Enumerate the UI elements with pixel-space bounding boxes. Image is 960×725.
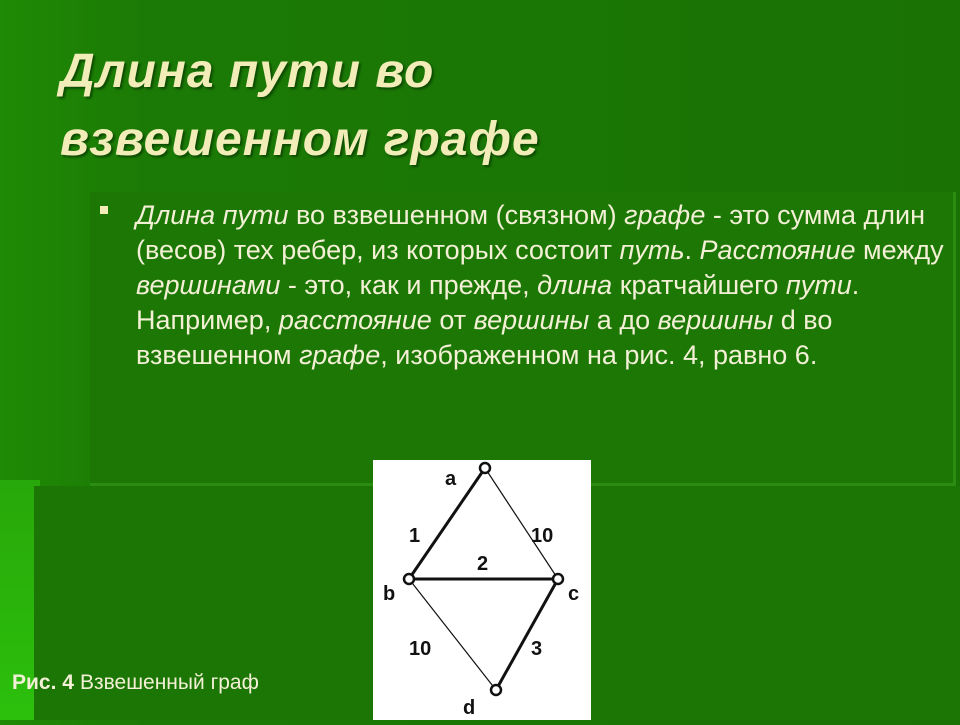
- vertex-c: [553, 574, 563, 584]
- edge-a-c: [485, 468, 558, 579]
- text-span: . Например,: [136, 270, 860, 335]
- term-vertex: вершины: [473, 305, 590, 335]
- edge-c-d: [496, 579, 558, 690]
- vertex-label-a: a: [445, 468, 457, 490]
- weighted-graph-diagram: [373, 460, 591, 720]
- term-graph: графе: [299, 340, 381, 370]
- slide-title: [60, 38, 880, 174]
- title-line-1: Длина пути во: [60, 45, 435, 98]
- bullet-paragraph: [136, 198, 946, 373]
- term-vertex: вершины: [657, 305, 774, 335]
- edge-weight-a-c: 10: [531, 525, 554, 547]
- bullet-icon: [100, 206, 108, 214]
- text-span: во взвешенном (связном): [288, 200, 625, 230]
- term-path: путь: [619, 235, 685, 265]
- edge-weight-a-b: 1: [409, 525, 421, 547]
- edge-weight-c-d: 3: [531, 638, 543, 660]
- text-span: - это, как и прежде,: [280, 270, 538, 300]
- vertex-d: [491, 685, 501, 695]
- term-length: длина: [537, 270, 613, 300]
- term-vertices: вершинами: [136, 270, 281, 300]
- text-span: от: [431, 305, 474, 335]
- vertex-a: [480, 463, 490, 473]
- vertex-label-c: c: [568, 583, 580, 605]
- graph-figure: [373, 460, 591, 720]
- text-span: , изображенном на рис. 4, равно 6.: [380, 340, 818, 370]
- term-graph: графе: [624, 200, 706, 230]
- vertex-label-b: b: [383, 583, 396, 605]
- term-path: пути: [785, 270, 852, 300]
- caption-text: Взвешенный граф: [79, 671, 259, 694]
- edge-weight-b-c: 2: [477, 553, 489, 575]
- text-span: между: [855, 235, 944, 265]
- term-path-length: Длина пути: [136, 200, 289, 230]
- text-span: d во взвешенном: [136, 305, 833, 370]
- caption-label: Рис. 4: [12, 671, 74, 694]
- title-line-2: взвешенном графе: [60, 113, 540, 166]
- vertex-label-d: d: [463, 697, 476, 719]
- term-distance: Расстояние: [699, 235, 856, 265]
- figure-caption: [12, 671, 259, 695]
- text-span: кратчайшего: [612, 270, 786, 300]
- text-span: а до: [589, 305, 658, 335]
- text-span: - это сумма длин (весов) тех ребер, из которых состоит: [136, 200, 925, 265]
- edge-b-d: [409, 579, 496, 690]
- text-span: .: [684, 235, 700, 265]
- term-distance: расстояние: [278, 305, 432, 335]
- vertex-b: [404, 574, 414, 584]
- edge-weight-b-d: 10: [409, 638, 432, 660]
